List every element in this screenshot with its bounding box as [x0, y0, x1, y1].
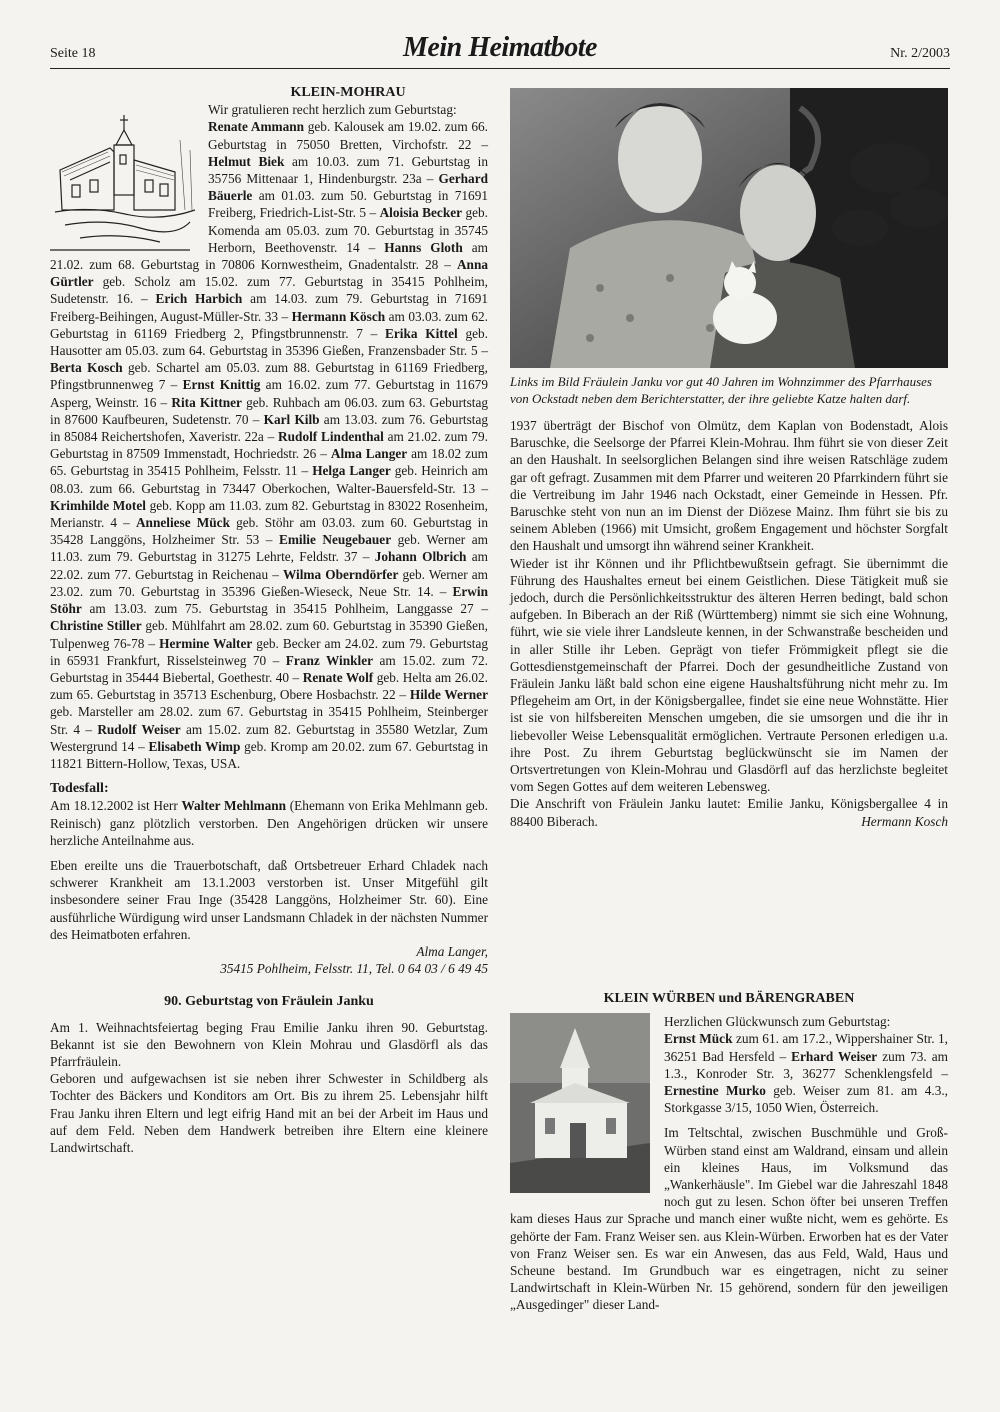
person-name: Renate Ammann [208, 119, 305, 135]
death-post: (Ehemann von Erika Mehlmann geb. Reinisch) ganz plötzlich verstorben. Den Angehörigen drücken wir unsere herzliche Anteilnahme aus. [50, 798, 488, 848]
person-name: Elisabeth Wimp [148, 738, 241, 754]
person-name: Hanns Gloth [384, 239, 463, 255]
wurben-paragraph: Im Teltschtal, zwischen Buschmühle und Groß-Würben stand einst am Waldrand, einsam und allein ein kleines Haus, im Volksmund das „Wankerhäusle". Im Giebel war die Jahreszahl 1848 noch gut zu lesen. Schon öfter bei unseren Treffen kam dieses Haus zur Sprache und manch einer wußte nicht, wem es gehörte. Es gehörte der Fam. Franz Weiser sen. aus Klein-Würben. Erworben hat es der Vater von Franz Weiser sen. Es war ein Anwesen, das aus Feld, Wald, Haus und Scheune bestand. Im Grundbuch war es eingetragen, nicht zu seiner Landwirtschaft in Klein-Würben Nr. 15 gehörend, sondern für den jeweiligen „Ausgedinger" dieser Land- [510, 1125, 948, 1313]
person-details: geb. Kalousek am 19.02. zum 66. Geburtstag in 75050 Bretten, Virchofstr. 22 – [208, 119, 488, 152]
person-details: geb. Weiser zum 81. am 4.3., Storkgasse 3/15, 1050 Wien, Österreich. [664, 1083, 948, 1116]
signature-name: Alma Langer, [416, 943, 488, 959]
person-name: Helmut Biek [208, 153, 285, 169]
person-details: geb. Komenda am 05.03. zum 70. Geburtstag in 35745 Herborn, Beethovenstr. 14 – [208, 205, 488, 255]
person-name: Renate Wolf [302, 669, 374, 685]
chladek-notice: Eben ereilte uns die Trauerbotschaft, daß Ortsbetreuer Erhard Chladek nach schwerer Krankheit am 13.1.2003 verstorben ist. Unser Mitgefühl gilt insbesondere seiner Frau Inge (35428 Langgöns, Holzheimer Str. 60). Eine ausführliche Würdigung wird unser Landsmann Chladek in der nächsten Nummer des Heimatboten erfahren. [50, 857, 488, 942]
person-details: am 13.03. zum 76. Geburtstag in 85084 Reichertshofen, Xaveristr. 22a – [50, 411, 488, 445]
sketch-float [50, 84, 208, 254]
person-details: am 10.03. zum 71. Geburtstag in 35756 Mittenaar 1, Hindenburgstr. 23a – [208, 153, 488, 187]
person-details: geb. Helta am 26.02. zum 65. Geburtstag in 35713 Eschenburg, Obere Hosbachstr. 22 – [50, 669, 489, 703]
person-details: geb. Scholz am 15.02. zum 77. Geburtstag in 35415 Pohlheim, Sudetenstr. 16. – [50, 274, 488, 307]
right-column [510, 374, 948, 830]
janku-paragraph-1: Am 1. Weihnachtsfeiertag beging Frau Emilie Janku ihren 90. Geburtstag. Bekannt ist sie den Bewohnern von Klein Mohrau und Glasdörfl als das Pfarrfräulein. [50, 1019, 488, 1069]
person-details: geb. Werner am 11.03. zum 79. Geburtstag in 31275 Lehrte, Feldstr. 37 – [50, 532, 488, 565]
person-details: am 21.02. zum 79. Geburtstag in 87509 Immenstadt, Hochriedstr. 26 – [50, 429, 488, 462]
person-name: Wilma Oberndörfer [282, 566, 399, 582]
person-name: Hermine Walter [159, 635, 253, 651]
left-column [50, 84, 488, 1156]
person-name: Erhard Weiser [791, 1048, 878, 1064]
person-details: geb. Mühlfahrt am 28.02. zum 60. Geburtstag in 35390 Gießen, Tulpenweg 76-78 – [50, 618, 488, 651]
person-details: geb. Hausotter am 05.03. zum 64. Geburtstag in 35396 Gießen, Franzensbader Str. 5 – [50, 325, 488, 359]
death-title: Todesfall: [50, 781, 109, 797]
person-name: Ernst Knittig [182, 377, 261, 393]
chapel-photo-float [510, 1013, 656, 1199]
janku-paragraph-4: Wieder ist ihr Können und ihr Pflichtbewußtsein gefragt. Sie übernimmt die Führung des Haushaltes erneut bei einem Geistlichen. Diese Tätigkeit muß sie jedoch, durch die Persönlichkeitsstruktur des älteren Herren bedingt, bald schon aufgeben. In Biberach an der Riß (Württemberg) nimmt sie sich eine Wohnung, führt, wie sie viele ihrer Landsleute kennen, in der Schwanstraße bescheiden und in aller Stille ihr Leben. Geprägt von tiefer Frömmigkeit pflegt sie die Gottesdienstgemeinschaft der Pfarrei. Doch der gesundheitliche Zustand von Fräulein Janku läßt bald schon eine eigene Haushaltsführung nicht mehr zu. Im Pflegeheim am Ort, in der Königsbergallee, findet sie eine neue Wohnstätte. Hier ist sie von hilfsbereiten Menschen umgeben, die sie umsorgen und die ihr in liebevoller Weise Lebensqualität ermöglichen. Vertraute Personen erledigen u.a. ihre Post. Zu ihrem Geburtstag beglückwünscht sie im Namen der Ortsvertretungen von Klein-Mohrau und Glasdörfl auf das herzlichste begleitet vom Segen Gottes auf dem weiteren Lebensweg. [510, 555, 948, 795]
photo-janku [510, 88, 948, 368]
person-name: Ernestine Murko [664, 1083, 766, 1099]
section-title-klein-wurben: KLEIN WÜRBEN und BÄRENGRABEN [603, 991, 855, 1006]
person-details: geb. Heinrich am 08.03. zum 66. Geburtstag in 73447 Oberkochen, Walter-Bauersfeld-Str. 13 – [50, 463, 488, 496]
person-name: Berta Kosch [50, 360, 123, 376]
death-name: Walter Mehlmann [181, 798, 287, 814]
person-details: geb. Kromp am 20.02. zum 67. Geburtstag in 11821 Bittern-Hollow, Texas, USA. [50, 738, 488, 771]
chapel-photo-icon [510, 1013, 650, 1193]
issue-number: Nr. 2/2003 [890, 46, 950, 61]
person-name: Erich Harbich [155, 291, 243, 307]
masthead: Mein Heimatbote [403, 32, 597, 63]
person-name: Johann Olbrich [374, 549, 467, 565]
page-number: Seite 18 [50, 46, 96, 61]
janku-paragraph-3: 1937 überträgt der Bischof von Olmütz, dem Kaplan von Bodenstadt, Alois Baruschke, die Seelsorge der Pfarrei Klein-Mohrau. Ihm führt sie von dieser Zeit an den Haushalt. In seelsorglichen Belangen sind ihre weisen Ratschläge zudem gar oft gefragt. Zusammen mit dem Pfarrer und weiteren 20 Pfarrkindern führt sie die Vertreibung im Jahr 1946 nach Ockstadt, einer Gemeinde in Hessen. Pfr. Baruschke steht von nun an im Dienst der Diözese Mainz. Ihm führt sie bis zu seinem Ableben (1966) mit Umsicht, großem Engagement und höchster Sorgfalt den Haushalt und umsorgt ihn während seiner Krankheit. [510, 418, 948, 554]
photo-caption: Links im Bild Fräulein Janku vor gut 40 Jahren im Wohnzimmer des Pfarrhauses von Ockstadt neben dem Berichterstatter, der ihre geliebte Katze halten darf. [510, 374, 932, 406]
section-title-klein-mohrau: KLEIN-MOHRAU [290, 85, 406, 100]
person-name: Anna Gürtler [50, 257, 488, 290]
person-name: Rudolf Weiser [97, 721, 181, 737]
person-details: geb. Stöhr am 03.03. zum 60. Geburtstag in 35428 Langgöns, Holzheimer Str. 53 – [50, 515, 488, 548]
person-name: Alma Langer [330, 446, 408, 462]
person-name: Rudolf Lindenthal [278, 429, 384, 445]
signature-address: 35415 Pohlheim, Felsstr. 11, Tel. 0 64 03 / 6 49 45 [220, 961, 488, 977]
person-details: am 18.02 zum 65. Geburtstag in 35415 Pohlheim, Felsstr. 11 – [50, 446, 489, 479]
person-details: geb. Marsteller am 28.02. zum 67. Geburtstag in 35415 Pohlheim, Steinberger Str. 4 – [50, 704, 488, 737]
person-details: am 13.03. zum 75. Geburtstag in 35415 Pohlheim, Langgasse 27 – [81, 601, 488, 617]
person-name: Emilie Neugebauer [278, 532, 392, 548]
person-name: Karl Kilb [263, 411, 320, 427]
janku-address-text: Die Anschrift von Fräulein Janku lautet: Emilie Janku, Königsbergallee 4 in 88400 Biberach. [510, 796, 948, 829]
janku-address [510, 795, 948, 829]
person-details: am 15.02. zum 72. Geburtstag in 35444 Biebertal, Goethestr. 40 – [50, 652, 488, 685]
birthday-intro: Wir gratulieren recht herzlich zum Geburtstag: [208, 102, 457, 118]
person-name: Franz Winkler [285, 652, 374, 668]
person-name: Ernst Mück [664, 1031, 733, 1047]
janku-paragraph-2: Geboren und aufgewachsen ist sie neben ihrer Schwester in Schildberg als Tochter des Bäckers und Konditors am Ort. Bis zu ihrem 25. Lebensjahr hilft Frau Janku ihren Eltern und legt eifrig Hand mit an bei der Arbeit im Haus und auf dem Feld. Neben dem Handwerk betreiben ihre Eltern eine kleinere Landwirtschaft. [50, 1071, 488, 1155]
author-signature: Hermann Kosch [861, 813, 948, 829]
person-details: am 15.02. zum 82. Geburtstag in 35580 Wetzlar, Zum Westergrund 14 – [50, 721, 488, 754]
person-details: am 03.03. zum 62. Geburtstag in 61169 Friedberg 2, Pfingstbrunnenstr. 7 – [50, 308, 488, 341]
photo-janku-illustration-icon [510, 88, 948, 368]
death-pre: Am 18.12.2002 ist Herr [50, 798, 182, 814]
person-name: Krimhilde Motel [50, 497, 146, 513]
person-name: Christine Stiller [50, 618, 142, 634]
person-name: Anneliese Mück [135, 515, 230, 531]
person-details: geb. Kopp am 11.03. zum 82. Geburtstag in 83022 Rosenheim, Merianstr. 4 – [50, 497, 488, 531]
person-details: am 21.02. zum 68. Geburtstag in 70806 Kornwestheim, Gnadentalstr. 28 – [50, 239, 489, 273]
person-name: Helga Langer [312, 463, 391, 479]
person-name: Gerhard Bäuerle [208, 171, 488, 204]
person-details: am 14.03. zum 79. Geburtstag in 71691 Freiberg-Beihingen, August-Müller-Str. 33 – [50, 291, 489, 324]
person-name: Hermann Kösch [291, 308, 386, 324]
section-title-janku: 90. Geburtstag von Fräulein Janku [164, 994, 374, 1010]
person-name: Hilde Werner [409, 687, 488, 703]
person-details: am 01.03. zum 50. Geburtstag in 71691 Freiberg, Friedrich-List-Str. 5 – [208, 188, 488, 221]
person-name: Erika Kittel [385, 325, 458, 341]
person-details: geb. Becker am 24.02. zum 79. Geburtstag in 65931 Frankfurt, Risselsteinweg 70 – [50, 635, 489, 668]
person-name: Aloisia Becker [379, 205, 463, 221]
person-name: Rita Kittner [171, 394, 242, 410]
person-details: zum 61. am 17.2., Wippershainer Str. 1, 36251 Bad Hersfeld – [664, 1031, 948, 1064]
person-details: zum 73. am 1.3., Konroder Str. 3, 36277 Schenklengsfeld – [664, 1048, 948, 1081]
person-name: Erwin Stöhr [50, 583, 488, 617]
person-details: geb. Ruhbach am 06.03. zum 63. Geburtstag in 87600 Kaufbeuren, Sudetenstr. 70 – [50, 394, 489, 427]
person-details: am 16.02. zum 77. Geburtstag in 11679 Asperg, Weinstr. 16 – [50, 377, 488, 410]
person-details: geb. Werner am 23.02. zum 70. Geburtstag in 35396 Gießen-Wieseck, Neue Str. 14. – [50, 566, 489, 599]
person-details: am 22.02. zum 77. Geburtstag in Reichenau – [50, 549, 488, 582]
death-notice [50, 797, 488, 849]
wurben-intro: Herzlichen Glückwunsch zum Geburtstag: [664, 1014, 891, 1030]
page-header [50, 32, 950, 69]
person-details: geb. Schartel am 05.03. zum 88. Geburtstag in 61169 Friedberg, Pfingstbrunnenweg 7 – [50, 360, 488, 393]
wurben-section [510, 990, 948, 1314]
